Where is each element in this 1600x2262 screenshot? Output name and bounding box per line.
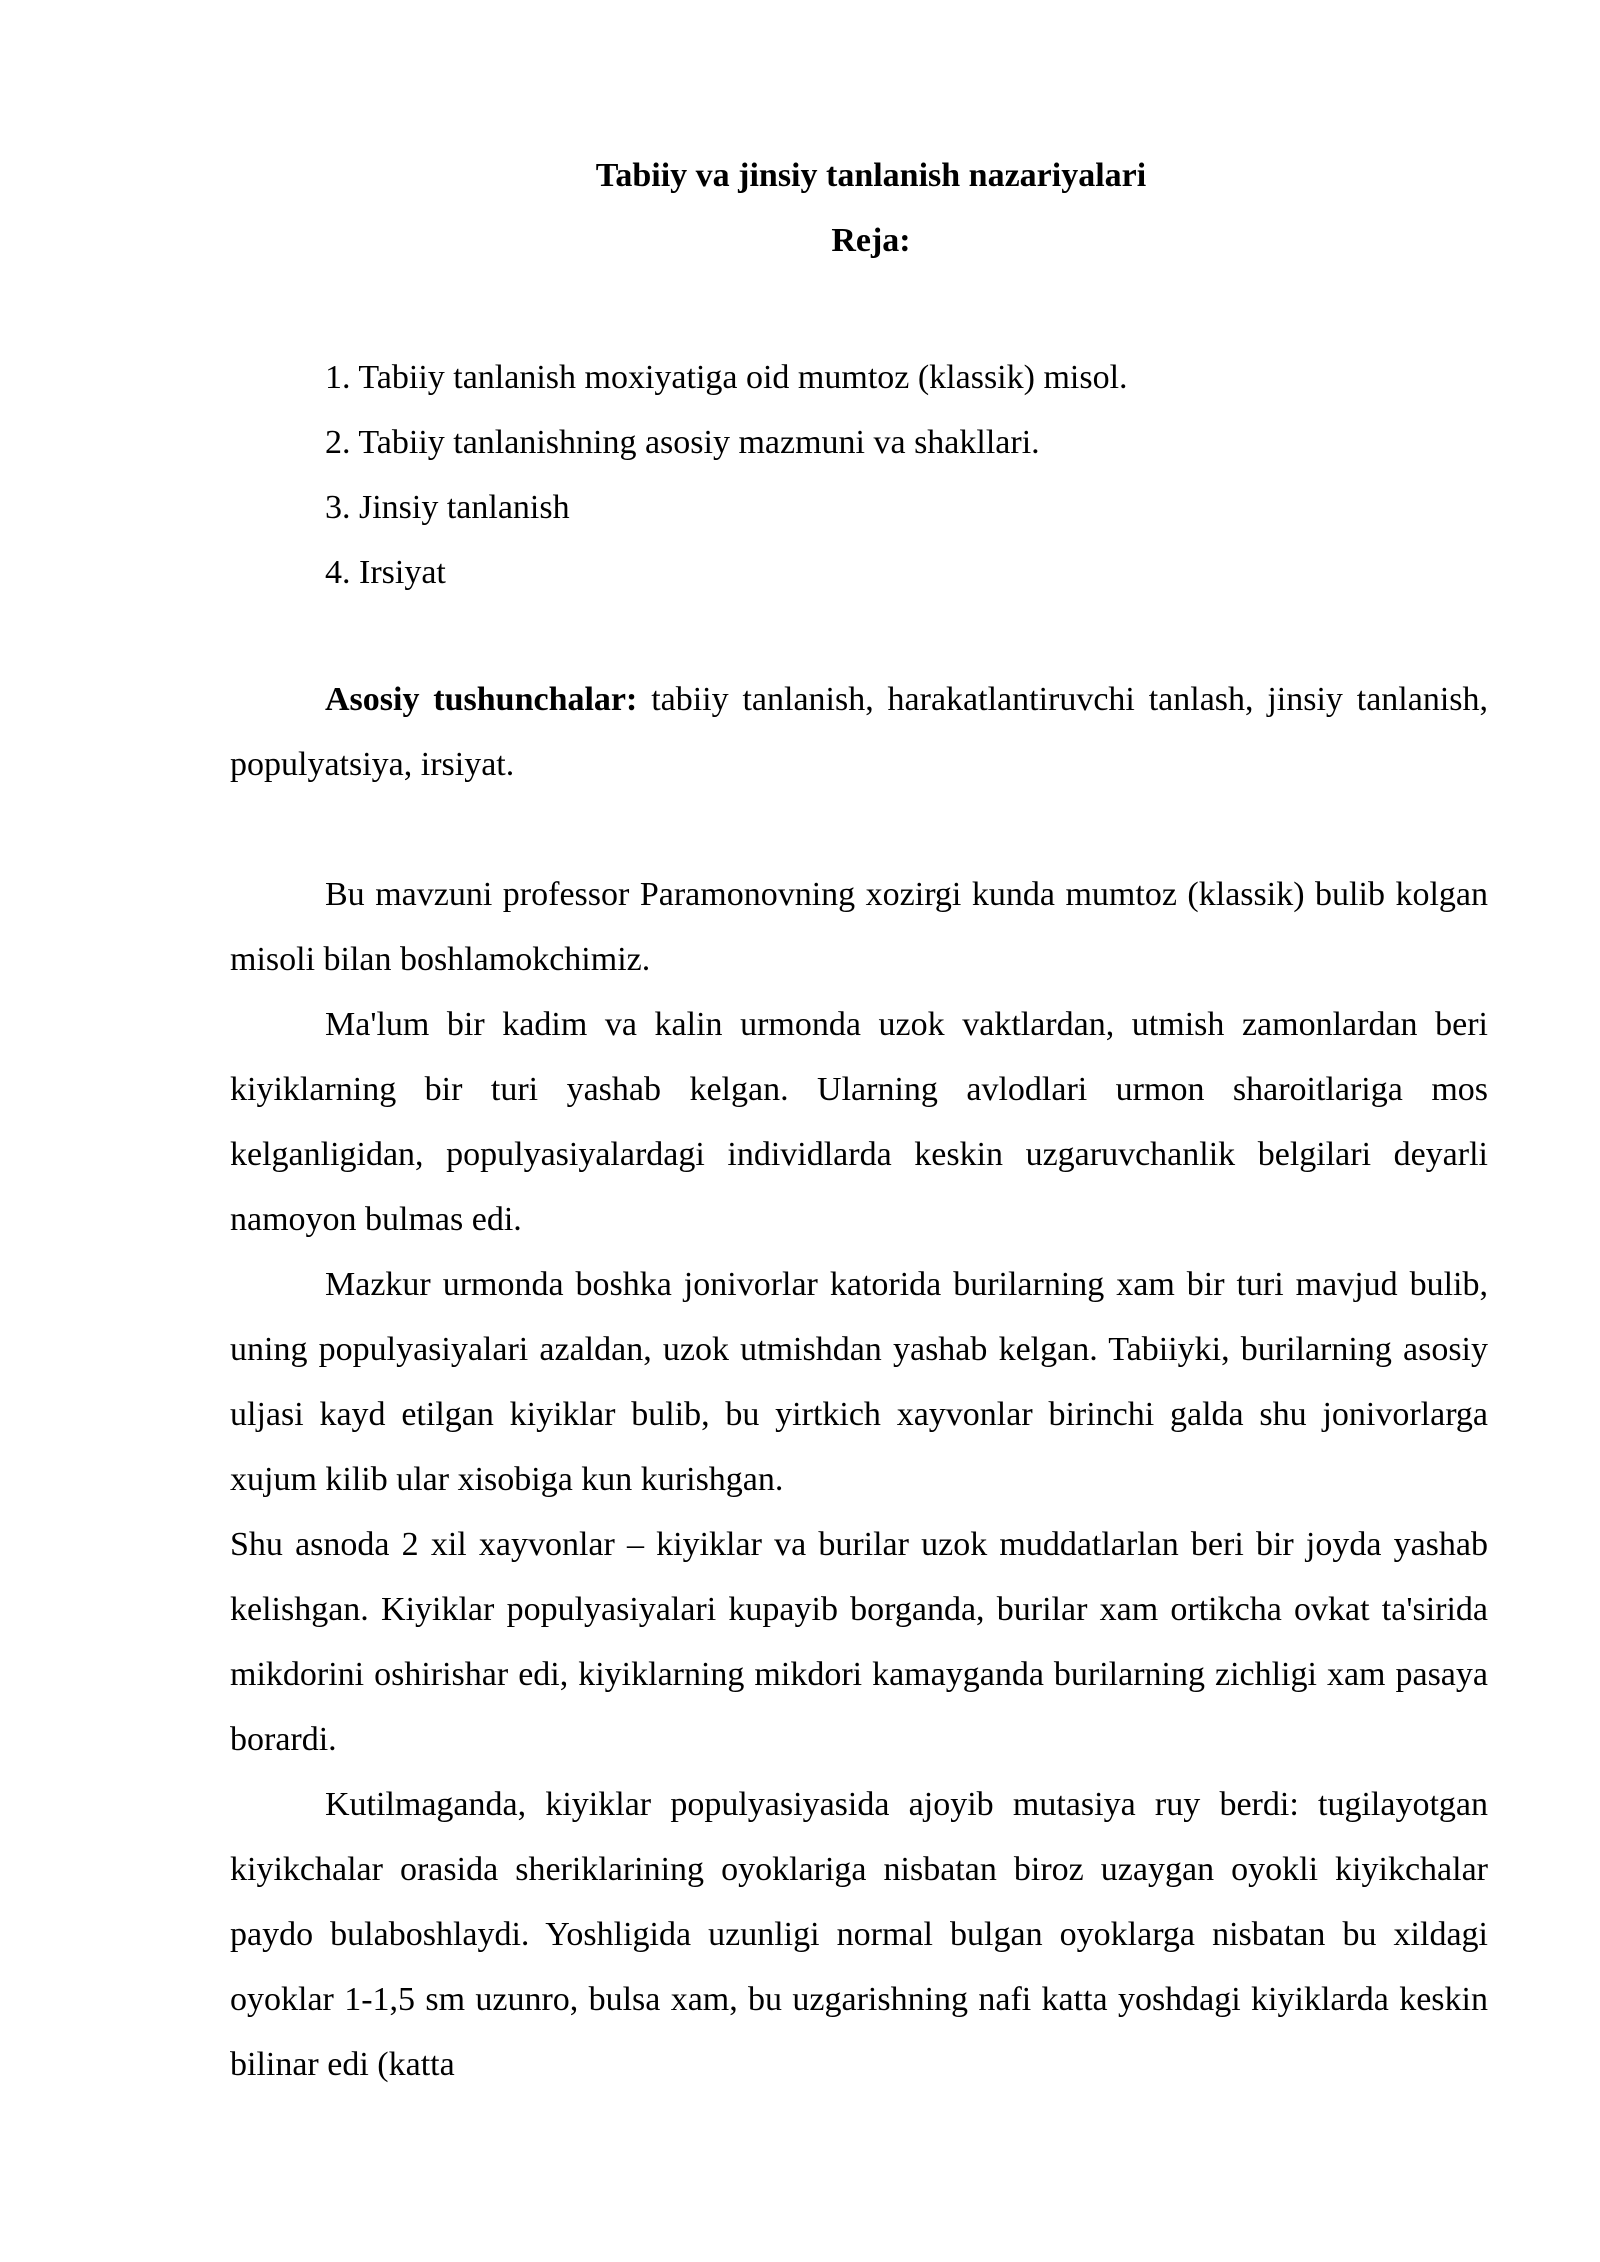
body-paragraph: Bu mavzuni professor Paramonovning xozirgi kunda mumtoz (klassik) bulib kolgan misoli bilan boshlamokchimiz. (230, 876, 1488, 978)
plan-item: 2. Tabiiy tanlanishning asosiy mazmuni va shakllari. (325, 424, 1040, 461)
body-paragraph: Shu asnoda 2 xil xayvonlar – kiyiklar va burilar uzok muddatlarlan beri bir joyda yashab kelishgan. Kiyiklar populyasiyalari kupayib borganda, burilar xam ortikcha ovkat ta'sirida mikdorini oshirishar edi, kiyiklarning mikdori kamayganda burilarning zichligi xam pasaya borardi. (230, 1526, 1488, 1758)
body-paragraph: Ma'lum bir kadim va kalin urmonda uzok vaktlardan, utmish zamonlardan beri kiyiklarning bir turi yashab kelgan. Ularning avlodlari urmon sharoitlariga mos kelganligidan, populyasiyalardagi individlarda keskin uzgaruvchanlik belgilari deyarli namoyon bulmas edi. (230, 1006, 1488, 1238)
plan-item: 4. Irsiyat (325, 554, 446, 591)
body-paragraph: Mazkur urmonda boshka jonivorlar katorida burilarning xam bir turi mavjud bulib, uning populyasiyalari azaldan, uzok utmishdan yashab kelgan. Tabiiyki, burilarning asosiy uljasi kayd etilgan kiyiklar bulib, bu yirtkich xayvonlar birinchi galda shu jonivorlarga xujum kilib ular xisobiga kun kurishgan. (230, 1266, 1488, 1498)
key-concepts-label: Asosiy tushunchalar: (325, 681, 638, 718)
plan-item: 1. Tabiiy tanlanish moxiyatiga oid mumtoz (klassik) misol. (325, 359, 1128, 396)
plan-list (325, 345, 1128, 605)
plan-heading: Reja: (831, 222, 911, 259)
document-title: Tabiiy va jinsiy tanlanish nazariyalari (595, 157, 1147, 194)
body-paragraph: Kutilmaganda, kiyiklar populyasiyasida ajoyib mutasiya ruy berdi: tugilayotgan kiyikchalar orasida sheriklarining oyoklariga nisbatan biroz uzaygan oyokli kiyikchalar paydo bulaboshlaydi. Yoshligida uzunligi normal bulgan oyoklarga nisbatan bu xildagi oyoklar 1-1,5 sm uzunro, bulsa xam, bu uzgarishning nafi katta yoshdagi kiyiklarda keskin bilinar edi (katta (230, 1786, 1488, 2083)
key-concepts-text: tabiiy tanlanish, harakatlantiruvchi tanlash, jinsiy tanlanish, populyatsiya, irsiyat. (230, 681, 1489, 783)
key-concepts-paragraph (230, 667, 1488, 797)
plan-item: 3. Jinsiy tanlanish (325, 489, 570, 526)
